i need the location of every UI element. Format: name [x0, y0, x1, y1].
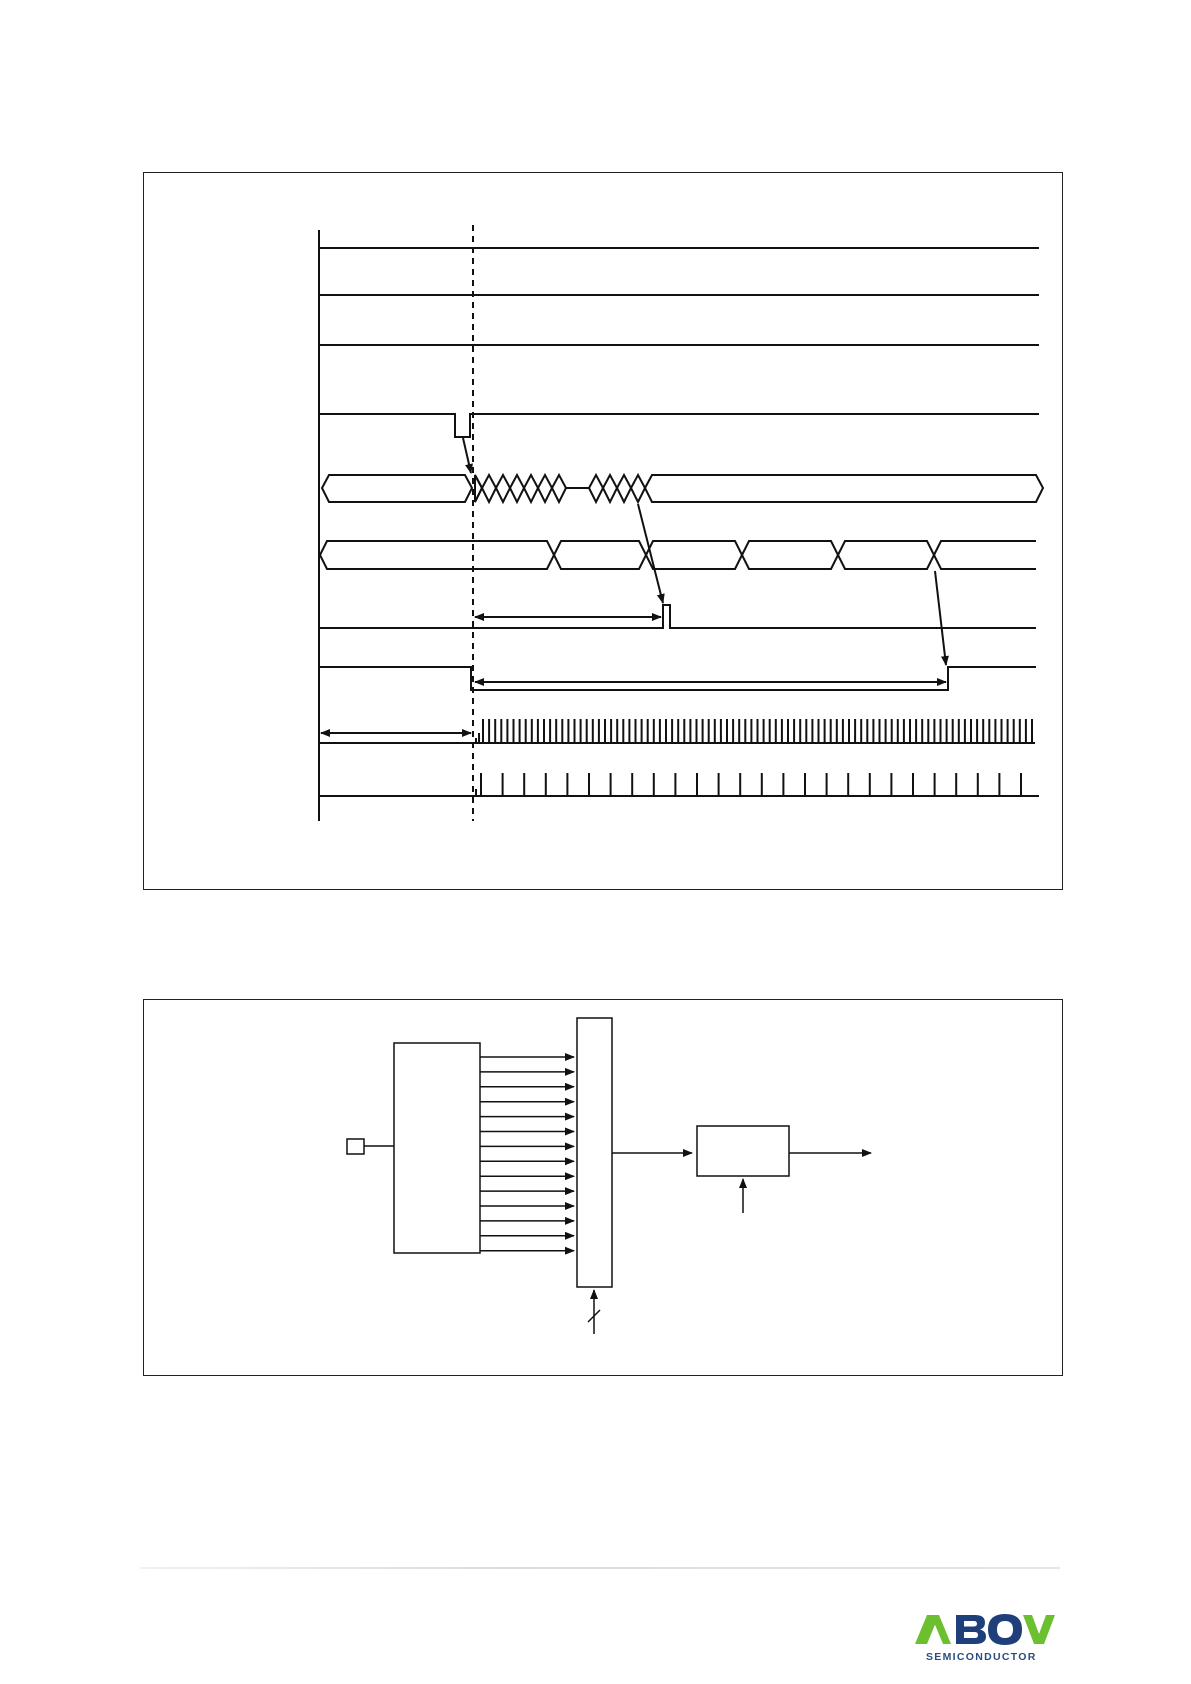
input-pin	[347, 1139, 364, 1154]
signal-line-8-step	[319, 667, 1036, 690]
pulse-to-bus-arrow	[463, 438, 471, 473]
abov-logo-mark	[913, 1613, 1058, 1665]
timing-diagram	[144, 173, 1064, 891]
bus-to-pulse-arrow	[638, 504, 663, 603]
fast-clock-ticks	[483, 719, 1032, 743]
footer-rule	[140, 1567, 1060, 1569]
output-block	[697, 1126, 789, 1176]
logo-tagline: SEMICONDUCTOR	[926, 1651, 1037, 1663]
address-bus-signal-6	[320, 541, 1036, 569]
block-diagram-figure	[143, 999, 1063, 1376]
block-diagram	[144, 1000, 1064, 1377]
timing-diagram-figure	[143, 172, 1063, 890]
signal-line-4-pulse	[319, 414, 1039, 437]
addr-to-step-arrow	[935, 571, 946, 665]
data-bus-signal-5	[322, 475, 1043, 502]
slow-clock-ticks	[481, 773, 1021, 796]
signal-line-7-pulse	[319, 605, 1036, 628]
prescaler-block	[394, 1043, 480, 1253]
abov-semiconductor-logo	[913, 1613, 1058, 1665]
prescaler-output-arrows	[480, 1057, 574, 1251]
multiplexer-block	[577, 1018, 612, 1287]
